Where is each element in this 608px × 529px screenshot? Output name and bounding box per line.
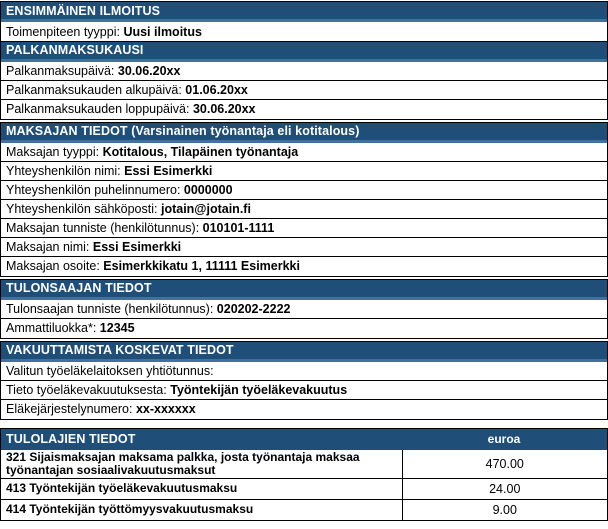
income-row-label: 413 Työntekijän työeläkevakuutusmaksu	[1, 479, 403, 499]
field-label: Yhteyshenkilön sähköposti:	[6, 201, 158, 216]
income-row	[1, 500, 607, 520]
report-section	[0, 341, 608, 420]
field-label: Maksajan tunniste (henkilötunnus):	[6, 220, 200, 235]
field-row	[1, 100, 607, 119]
field-value: 020202-2222	[216, 301, 291, 316]
income-row-amount: 24.00	[489, 481, 521, 496]
report-sections	[0, 1, 608, 420]
section-header: PALKANMAKSUKAUSI	[1, 42, 607, 62]
field-value: Essi Esimerkki	[92, 239, 182, 254]
field-row	[1, 200, 607, 219]
income-table-rows	[1, 450, 607, 520]
report-section	[0, 279, 608, 339]
income-row-label: 414 Työntekijän työttömyysvakuutusmaksu	[1, 500, 403, 520]
field-value: Uusi ilmoitus	[123, 24, 202, 39]
field-row	[1, 62, 607, 81]
field-row	[1, 257, 607, 276]
field-row	[1, 300, 607, 319]
field-row	[1, 238, 607, 257]
field-value: 12345	[99, 321, 135, 335]
field-row	[1, 319, 607, 338]
field-label: Palkanmaksukauden loppupäivä:	[6, 102, 190, 116]
field-value: 010101-1111	[202, 220, 275, 235]
field-label: Yhteyshenkilön nimi:	[6, 163, 121, 178]
field-row	[1, 81, 607, 100]
report-section	[0, 41, 608, 120]
field-row	[1, 181, 607, 200]
income-row	[1, 479, 607, 500]
section-header: VAKUUTTAMISTA KOSKEVAT TIEDOT	[1, 342, 607, 362]
report-section	[0, 1, 608, 42]
field-value: jotain@jotain.fi	[160, 201, 251, 216]
income-table	[0, 428, 608, 521]
field-label: Toimenpiteen tyyppi:	[6, 24, 120, 39]
field-label: Palkanmaksukauden alkupäivä:	[6, 82, 182, 97]
field-value: xx-xxxxxx	[135, 402, 196, 416]
income-table-title: TULOLAJIEN TIEDOT	[6, 432, 136, 446]
field-value: 30.06.20xx	[117, 63, 181, 78]
income-table-header	[1, 429, 607, 450]
report-section	[0, 122, 608, 277]
field-label: Yhteyshenkilön puhelinnumero:	[6, 182, 181, 197]
field-value: Työntekijän työeläkevakuutus	[170, 382, 348, 397]
field-label: Maksajan osoite:	[6, 259, 100, 273]
field-label: Ammattiluokka*:	[6, 321, 97, 335]
field-label: Eläkejärjestelynumero:	[6, 402, 133, 416]
income-row-label: 321 Sijaismaksajan maksama palkka, josta työnantaja maksaa työnantajan sosiaalivakuutusmaksut	[1, 450, 403, 478]
field-label: Palkanmaksupäivä:	[6, 63, 115, 78]
income-row	[1, 450, 607, 479]
field-row	[1, 22, 607, 41]
section-header: TULONSAAJAN TIEDOT	[1, 280, 607, 300]
field-row	[1, 162, 607, 181]
income-row-amount: 470.00	[485, 456, 524, 471]
field-label: Tieto työeläkevakuutuksesta:	[6, 382, 167, 397]
field-row	[1, 362, 607, 381]
income-row-amount: 9.00	[492, 502, 517, 517]
field-value: Essi Esimerkki	[124, 163, 213, 178]
field-label: Valitun työeläkelaitoksen yhtiötunnus:	[6, 363, 214, 378]
field-value: Kotitalous, Tilapäinen työnantaja	[102, 144, 299, 159]
field-label: Maksajan nimi:	[6, 239, 90, 254]
field-value: Esimerkkikatu 1, 11111 Esimerkki	[103, 259, 300, 273]
field-value: 01.06.20xx	[185, 82, 248, 97]
field-label: Tulonsaajan tunniste (henkilötunnus):	[6, 301, 214, 316]
field-row	[1, 219, 607, 238]
field-label: Maksajan tyyppi:	[6, 144, 100, 159]
amount-column-header: euroa	[487, 432, 521, 446]
section-header: ENSIMMÄINEN ILMOITUS	[1, 2, 607, 22]
section-header: MAKSAJAN TIEDOT (Varsinainen työnantaja eli kotitalous)	[1, 123, 607, 143]
field-value: 30.06.20xx	[192, 102, 256, 116]
field-row	[1, 143, 607, 162]
field-row	[1, 381, 607, 400]
field-row	[1, 400, 607, 419]
field-value: 0000000	[183, 182, 233, 197]
